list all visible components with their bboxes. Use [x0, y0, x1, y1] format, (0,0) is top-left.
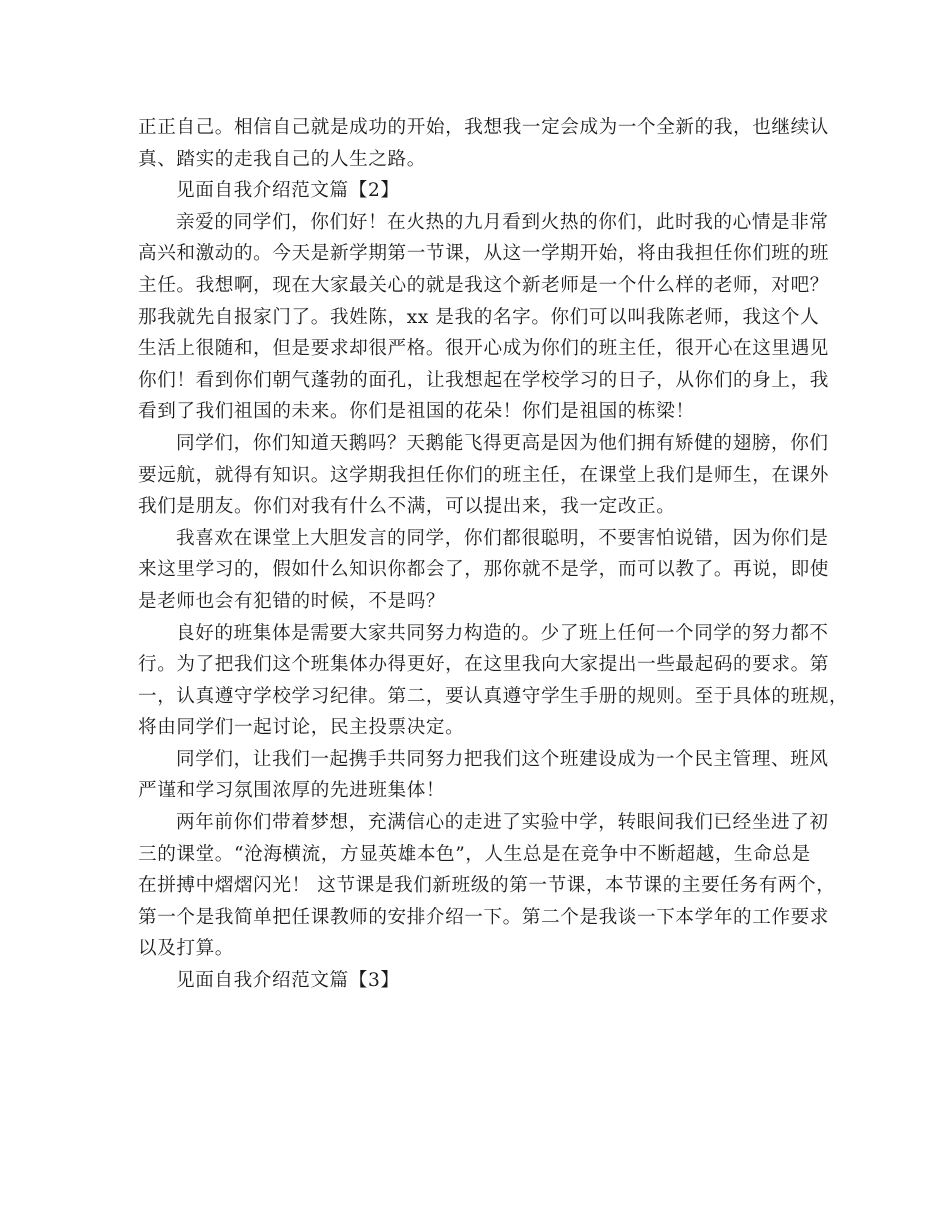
text-line: 三的课堂。“沧海横流，方显英雄本色”，人生总是在竞争中不断超越，生命总是	[138, 843, 811, 865]
text-line: 你们！看到你们朝气蓬勃的面孔，让我想起在学校学习的日子，从你们的身上，我	[138, 369, 829, 391]
text-line: 一，认真遵守学校学习纪律。第二，要认真遵守学生手册的规则。至于具体的班规，	[138, 685, 849, 707]
text-line: 看到了我们祖国的未来。你们是祖国的花朵！你们是祖国的栋梁！	[138, 401, 695, 423]
text-line: 那我就先自报家门了。我姓陈，xx 是我的名字。你们可以叫我陈老师，我这个人	[138, 306, 820, 328]
text-line: 行。为了把我们这个班集体办得更好，在这里我向大家提出一些最起码的要求。第	[138, 654, 829, 676]
text-line: 要远航，就得有知识。这学期我担任你们的班主任，在课堂上我们是师生，在课外	[138, 464, 829, 486]
text-line: 正正自己。相信自己就是成功的开始，我想我一定会成为一个全新的我，也继续认	[138, 117, 829, 138]
text-line: 真、踏实的走我自己的人生之路。	[138, 148, 426, 170]
text-line: 我们是朋友。你们对我有什么不满，可以提出来，我一定改正。	[138, 496, 676, 518]
text-line: 同学们，你们知道天鹅吗？天鹅能飞得更高是因为他们拥有矫健的翅膀，你们	[176, 432, 829, 454]
text-line: 在拼搏中熠熠闪光！ 这节课是我们新班级的第一节课，本节课的主要任务有两个，	[138, 875, 836, 897]
text-line: 将由同学们一起讨论，民主投票决定。	[138, 717, 465, 739]
text-line: 高兴和激动的。今天是新学期第一节课，从这一学期开始，将由我担任你们班的班	[138, 243, 829, 265]
text-line: 我喜欢在课堂上大胆发言的同学，你们都很聪明，不要害怕说错，因为你们是	[176, 527, 829, 549]
text-line: 来这里学习的，假如什么知识你都会了，那你就不是学，而可以教了。再说，即使	[138, 559, 829, 581]
text-line: 严谨和学习氛围浓厚的先进班集体！	[138, 780, 446, 802]
text-line: 良好的班集体是需要大家共同努力构造的。少了班上任何一个同学的努力都不	[176, 622, 829, 644]
text-line: 生活上很随和，但是要求却很严格。很开心成为你们的班主任，很开心在这里遇见	[138, 338, 829, 360]
document-body	[138, 112, 849, 997]
text-line: 两年前你们带着梦想，充满信心的走进了实验中学，转眼间我们已经坐进了初	[176, 812, 829, 834]
text-line: 主任。我想啊，现在大家最关心的就是我这个新老师是一个什么样的老师，对吧？	[138, 274, 829, 296]
text-line: 亲爱的同学们，你们好！在火热的九月看到火热的你们，此时我的心情是非常	[176, 211, 829, 233]
text-line: 见面自我介绍范文篇【3】	[176, 970, 400, 992]
text-line: 第一个是我简单把任课教师的安排介绍一下。第二个是我谈一下本学年的工作要求	[138, 906, 829, 928]
text-line: 同学们，让我们一起携手共同努力把我们这个班建设成为一个民主管理、班风	[176, 748, 829, 770]
text-line: 见面自我介绍范文篇【2】	[176, 180, 400, 202]
text-line: 以及打算。	[138, 938, 234, 960]
text-line: 是老师也会有犯错的时候，不是吗？	[138, 590, 446, 612]
